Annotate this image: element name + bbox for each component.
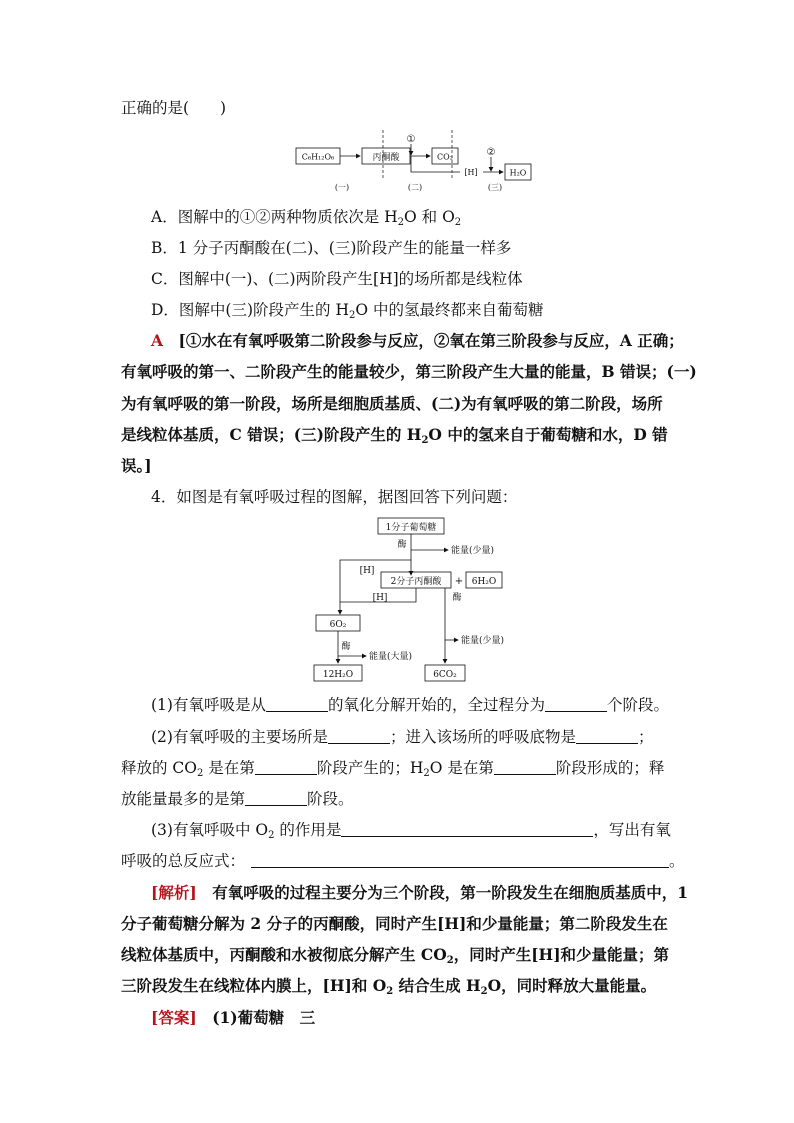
co2-label: 6CO₂ xyxy=(433,670,457,680)
answer-blank[interactable] xyxy=(266,696,328,712)
co2-label: CO₂ xyxy=(437,152,453,162)
energy-large-label: 能量(大量) xyxy=(369,652,413,662)
answer-tag: [答案] xyxy=(151,1008,197,1027)
analysis-line-1: [解析] 有氧呼吸的过程主要分为三个阶段，第一阶段发生在细胞质基质中，1 xyxy=(151,883,688,902)
enzyme-label-2: 酶 xyxy=(452,593,462,603)
q3-explanation-line-1: A [①水在有氧呼吸第二阶段参与反应，②氧在第三阶段参与反应，A 正确； xyxy=(151,331,684,350)
plus-sign: + xyxy=(454,576,464,587)
answer-blank[interactable] xyxy=(251,852,669,868)
marker-1: ① xyxy=(406,134,416,145)
pyruvate-label: 丙酮酸 xyxy=(372,153,400,163)
h-label-2: [H] xyxy=(372,593,388,603)
answer-letter: A xyxy=(151,331,164,350)
q3-explanation-line-3: 为有氧呼吸的第一阶段，场所是细胞质基质、(二)为有氧呼吸的第二阶段，场所 xyxy=(121,394,663,413)
answer-blank[interactable] xyxy=(576,728,638,744)
energy-small-label-2: 能量(少量) xyxy=(461,636,505,646)
q4-sub2-line-1: (2)有氧呼吸的主要场所是 ；进入该场所的呼吸底物是 ； xyxy=(151,728,654,746)
q3-explanation-line-4: 是线粒体基质，C 错误；(三)阶段产生的 $H_2O$ 中的氢来自于葡萄糖和水，D 错 xyxy=(121,425,668,446)
stage-2-label: (二) xyxy=(407,183,423,192)
answer-blank[interactable] xyxy=(494,759,556,775)
q4-sub3-line-2: 呼吸的总反应式： 。 xyxy=(121,852,685,870)
answer-blank[interactable] xyxy=(328,728,390,744)
h-label-1: [H] xyxy=(359,566,375,576)
option-c: C．图解中(一)、(二)两阶段产生[H]的场所都是线粒体 xyxy=(151,270,523,288)
q3-explanation-line-2: 有氧呼吸的第一、二阶段产生的能量较少，第三阶段产生大量的能量，B 错误；(一) xyxy=(121,362,697,381)
enzyme-label-3: 酶 xyxy=(341,642,351,652)
q3-stem-tail: 正确的是( ) xyxy=(121,99,227,117)
stage-3-label: (三) xyxy=(487,183,503,192)
aerobic-respiration-diagram xyxy=(310,515,510,687)
q4-sub1: (1)有氧呼吸是从 的氧化分解开始的，全过程分为 个阶段。 xyxy=(151,696,669,714)
glucose-label: C₆H₁₂O₆ xyxy=(301,152,335,162)
h2o-label: H₂O xyxy=(509,168,527,178)
answer-blank[interactable] xyxy=(341,821,593,837)
option-a: A．图解中的①②两种物质依次是 $H_2O$ 和 $O_2$ xyxy=(151,208,462,228)
option-b: B．1 分子丙酮酸在(二)、(三)阶段产生的能量一样多 xyxy=(151,239,512,257)
respiration-stage-diagram xyxy=(290,128,540,194)
option-d: D．图解中(三)阶段产生的 $H_2O$ 中的氢最终都来自葡萄糖 xyxy=(151,301,544,321)
answer-blank[interactable] xyxy=(545,696,607,712)
q4-stem: 4．如图是有氧呼吸过程的图解，据图回答下列问题： xyxy=(151,488,518,506)
answer-line: [答案] (1)葡萄糖 三 xyxy=(151,1008,316,1027)
q3-explanation-line-5: 误。] xyxy=(121,456,152,475)
marker-2: ② xyxy=(486,147,496,158)
stage-1-label: (一) xyxy=(334,183,350,192)
o2-label: 6O₂ xyxy=(329,620,347,630)
glucose-label: 1分子葡萄糖 xyxy=(385,523,437,533)
energy-small-label-1: 能量(少量) xyxy=(451,546,495,556)
q4-sub3-line-1: (3)有氧呼吸中 $O_2$ 的作用是 ，写出有氧 xyxy=(151,821,671,841)
q4-sub2-line-2: 释放的 $CO_2$ 是在第 阶段产生的；$H_2O$ 是在第 阶段形成的；释 xyxy=(121,759,665,779)
analysis-tag: [解析] xyxy=(151,883,197,902)
pyruvate-label: 2分子丙酮酸 xyxy=(390,577,442,587)
analysis-line-2: 分子葡萄糖分解为 2 分子的丙酮酸，同时产生[H]和少量能量；第二阶段发生在 xyxy=(121,914,668,933)
answer-blank[interactable] xyxy=(245,790,307,806)
enzyme-label-1: 酶 xyxy=(397,540,407,550)
analysis-line-3: 线粒体基质中，丙酮酸和水被彻底分解产生 $CO_2$，同时产生[H]和少量能量；第 xyxy=(121,945,670,966)
h-label: [H] xyxy=(464,168,478,177)
q4-sub2-line-3: 放能量最多的是第 阶段。 xyxy=(121,790,354,808)
water-out-label: 12H₂O xyxy=(322,670,354,680)
analysis-line-4: 三阶段发生在线粒体内膜上，[H]和 $O_2$ 结合生成 $H_2O$，同时释放大量能量。 xyxy=(121,976,657,997)
water-in-label: 6H₂O xyxy=(471,577,497,587)
answer-blank[interactable] xyxy=(255,759,317,775)
